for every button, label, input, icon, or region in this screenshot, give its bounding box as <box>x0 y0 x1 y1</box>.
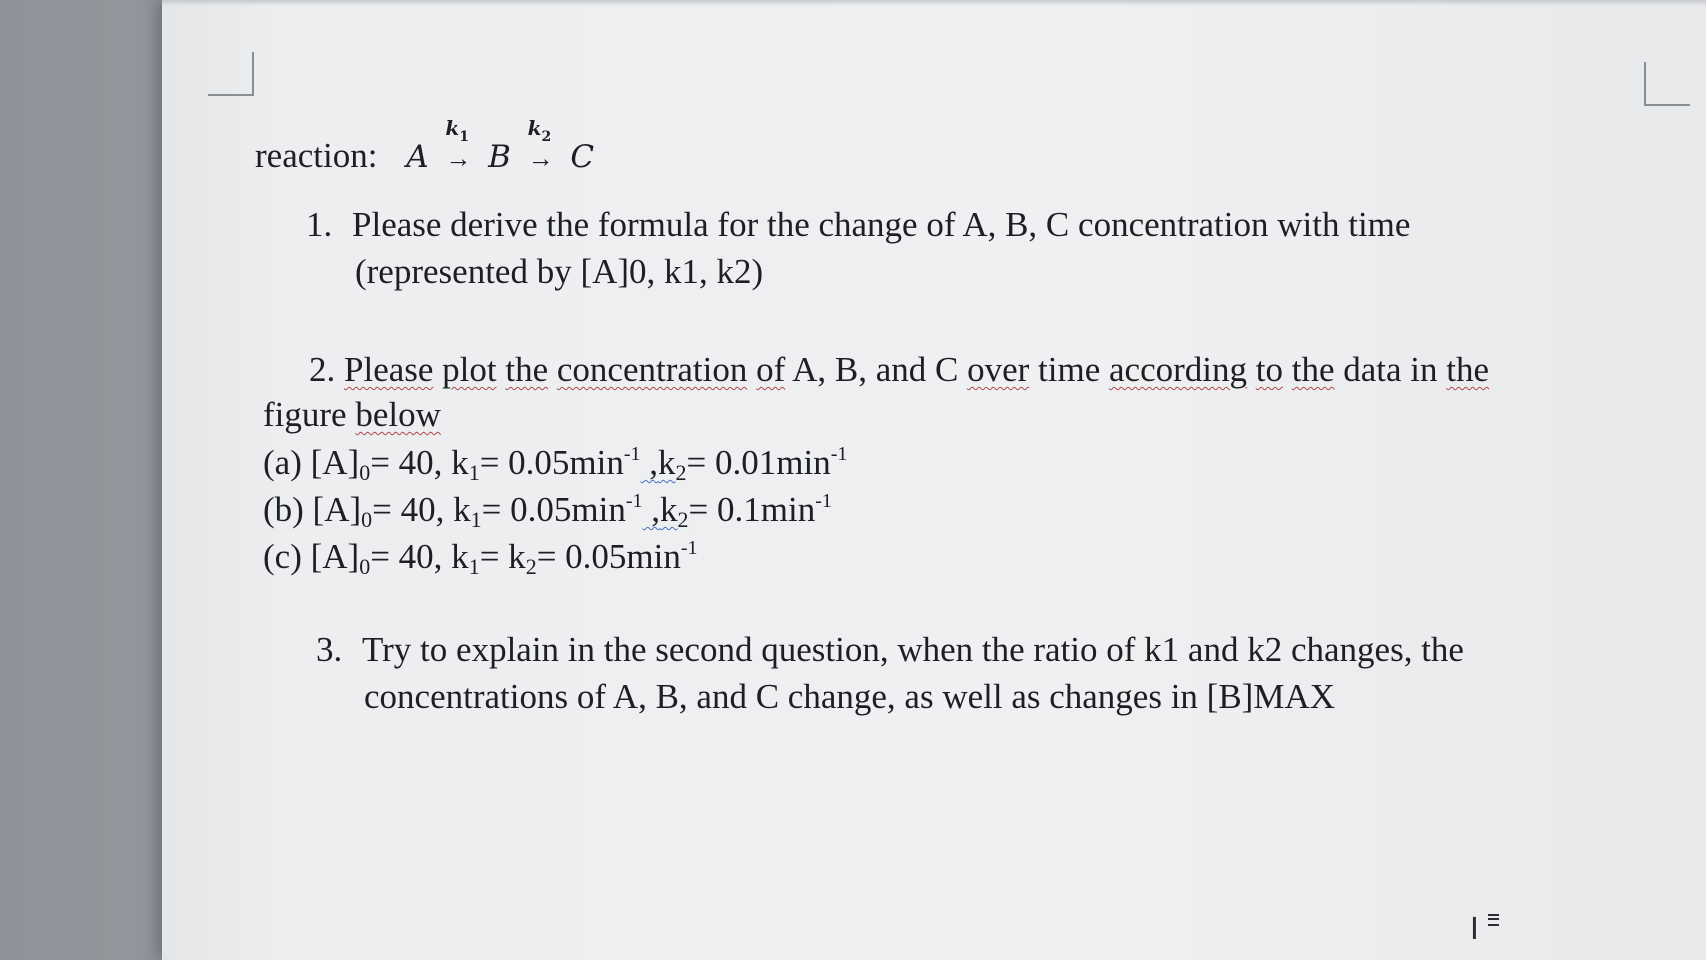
grammar-flag: $,k_2$ <box>642 490 689 532</box>
plain-words: time <box>1038 350 1101 389</box>
spell-flag-word: over <box>967 350 1030 389</box>
species-b: B <box>488 139 511 175</box>
case-b-parameters: (b) $[A]_0= 40$, $k_1= 0.05\min^{-1}$ $,k_2= 0.1\min^{-1}$ <box>263 490 832 532</box>
plain-words: A, B, and C <box>792 350 959 389</box>
reaction-label: reaction: <box>255 136 378 175</box>
question-2-number: 2. <box>309 350 336 389</box>
species-a: A <box>406 139 429 175</box>
case-c-parameters: (c) $[A]_0= 40$, $k_1= k_2= 0.05\min^{-1}$ <box>263 537 698 579</box>
spell-flag-word: plot <box>442 350 497 389</box>
question-1-text: Please derive the formula for the change of A, B, C concentration with time <box>352 205 1411 244</box>
question-2-line-1 <box>309 352 1489 387</box>
question-1-number: 1. <box>306 205 333 244</box>
spell-flag-word: according <box>1109 350 1247 389</box>
spell-flag-word: Please <box>344 350 434 389</box>
reaction-arrow-2: $k_2$ → <box>527 116 554 173</box>
spell-flag-word: to <box>1255 350 1283 389</box>
rate-constant-k2: $k_2$ <box>527 116 552 145</box>
question-2-line-2: figure below <box>263 395 441 434</box>
question-3-text: Try to explain in the second question, when the ratio of k1 and k2 changes, the <box>362 630 1464 669</box>
question-1-line-1 <box>306 207 1410 242</box>
spell-flag-word: of <box>756 350 786 389</box>
spell-flag-word: below <box>355 395 441 434</box>
spell-flag-word: the <box>1446 350 1490 389</box>
text-cursor-icon: I <box>1470 912 1479 947</box>
species-c: C <box>570 139 595 175</box>
spell-flag-word: the <box>505 350 549 389</box>
top-left-margin-mark <box>208 52 254 96</box>
page-top-edge <box>162 0 1706 6</box>
plain-words: data in <box>1343 350 1438 389</box>
question-1-line-2: (represented by [A]0, k1, k2) <box>355 252 764 291</box>
rate-constant-k1: $k_1$ <box>445 116 469 145</box>
question-3-number: 3. <box>316 630 343 669</box>
reaction-arrow-1: $k_1$ → <box>445 116 472 173</box>
reaction-equation <box>255 116 595 175</box>
spell-flag-word: the <box>1291 350 1335 389</box>
spell-flag-word: concentration <box>556 350 748 389</box>
question-3-line-2: concentrations of A, B, and C change, as well as changes in [B]MAX <box>364 677 1336 716</box>
question-3-line-1 <box>316 632 1464 667</box>
grammar-flag: $,k_2$ <box>640 443 687 485</box>
top-right-margin-mark <box>1644 62 1690 106</box>
case-a-parameters: (a) $[A]_0= 40$, $k_1= 0.05\min^{-1}$ $,k_2= 0.01\min^{-1}$ <box>263 443 848 485</box>
